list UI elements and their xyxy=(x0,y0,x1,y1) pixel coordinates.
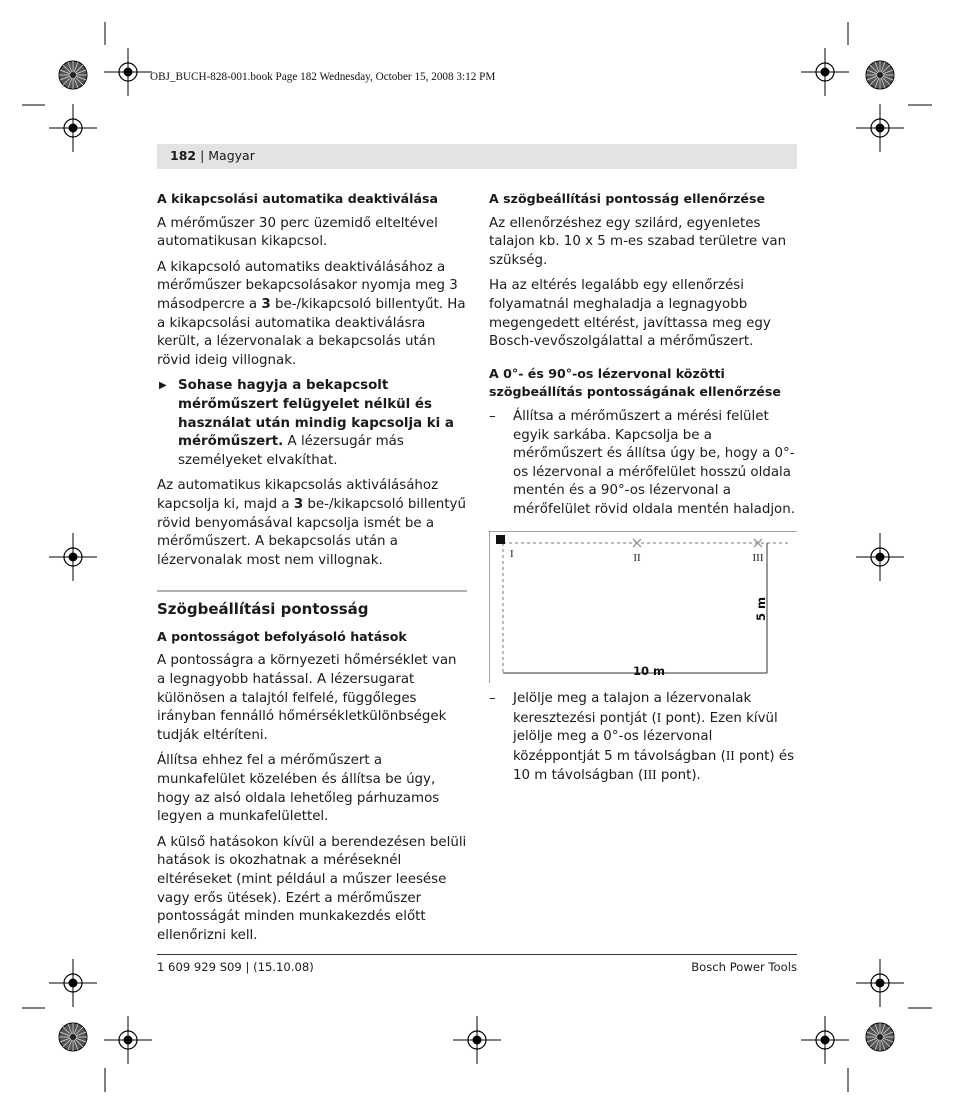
warning-normal-text: A lézersugár más személyeket elvakíthat. xyxy=(178,434,404,468)
rosette-mark xyxy=(866,61,894,89)
check-heading: A szögbeállítási pontosság ellenőrzése xyxy=(489,191,765,206)
step-2-text: Jelölje meg a talajon a lézervonalak keresztezési pontját (I pont). Ezen kívül jelölje meg a 0°-os lézervonal középpontját 5 m távolságban (II pont) és 10 m távolságban (III pont). xyxy=(513,691,795,784)
slug-line: OBJ_BUCH-828-001.book Page 182 Wednesday, October 15, 2008 3:12 PM xyxy=(150,71,496,83)
footer-doc-number: 1 609 929 S09 | (15.10.08) xyxy=(157,960,314,974)
crosshair-mark xyxy=(49,533,97,581)
crosshair-mark xyxy=(49,104,97,152)
header-language: Magyar xyxy=(208,148,255,163)
left-column xyxy=(157,190,467,952)
page-number: 182 xyxy=(170,148,197,163)
height-label: 5 m xyxy=(754,597,768,621)
point-label-i: I xyxy=(510,548,514,560)
point-label-iii: III xyxy=(752,552,764,564)
crosshair-mark xyxy=(104,1016,152,1064)
crosshair-mark xyxy=(856,959,904,1007)
dash-marker: – xyxy=(489,408,496,424)
crosshair-mark xyxy=(453,1016,501,1064)
section-divider xyxy=(157,590,467,592)
footer-brand: Bosch Power Tools xyxy=(691,960,797,974)
step-2 xyxy=(489,690,797,786)
auto-off-paragraph-1: A mérőműszer 30 perc üzemidő elteltével automatikusan kikapcsol. xyxy=(157,215,438,250)
crosshair-mark xyxy=(49,959,97,1007)
crosshair-mark xyxy=(856,533,904,581)
rosette-mark xyxy=(59,61,87,89)
measuring-tool-icon xyxy=(496,535,505,544)
activate-paragraph: Az automatikus kikapcsolás aktiválásához kapcsolja ki, majd a 3 be-/kikapcsoló billentyű rövid benyomásával kapcsolja ismét be a mérőműszert. A bekapcsolás után a lézervonalak most nem villognak. xyxy=(157,478,466,568)
crosshair-mark xyxy=(801,48,849,96)
dash-marker: – xyxy=(489,691,496,706)
bullet-triangle-icon: ▶ xyxy=(159,380,167,392)
point-label-ii: II xyxy=(633,552,641,564)
crosshair-mark xyxy=(801,1016,849,1064)
key-number: 3 xyxy=(293,496,304,512)
auto-off-heading: A kikapcsolási automatika deaktiválása xyxy=(157,191,438,206)
section-title: Szögbeállítási pontosság xyxy=(157,600,369,619)
crosshair-mark xyxy=(104,48,152,96)
auto-off-paragraph-2: A kikapcsoló automatiks deaktiválásához a mérőműszer bekapcsolásakor nyomja meg 3 másodpercre a 3 be-/kikapcsoló billentyűt. Ha a kikapcsolási automatika deaktiválásra került, a lézervonalak a bekapcsolás után rövid ideig villognak. xyxy=(157,259,466,368)
influences-paragraph-1: A pontosságra a környezeti hőmérséklet van a legnagyobb hatással. A lézersugarat különösen a talajtól felfelé, függőleges irányban fennálló hőmérsékletkülönbségek tudják eltéríteni. xyxy=(157,653,457,743)
right-column-top xyxy=(489,190,797,526)
check-paragraph-2: Ha az eltérés legalább egy ellenőrzési folyamatnál meghaladja a legnagyobb megengedett eltérést, javíttassa meg egy Bosch-vevőszolgálattal a mérőműszert. xyxy=(489,278,771,350)
rosette-mark xyxy=(866,1023,894,1051)
crosshair-mark xyxy=(856,104,904,152)
rosette-mark xyxy=(59,1023,87,1051)
warning-item xyxy=(157,377,467,470)
page-header xyxy=(170,148,255,163)
check-paragraph-1: Az ellenőrzéshez egy szilárd, egyenletes talajon kb. 10 x 5 m-es szabad területre van szükség. xyxy=(489,215,787,268)
key-number: 3 xyxy=(261,296,271,312)
influences-heading: A pontosságot befolyásoló hatások xyxy=(157,628,407,644)
width-label: 10 m xyxy=(633,664,665,678)
step-1 xyxy=(489,408,797,520)
step-1-text: Állítsa a mérőműszert a mérési felület egyik sarkába. Kapcsolja be a mérőműszert és állítsa úgy be, hogy a 0°-os lézervonal a mérőfelület hosszú oldala mentén és a 90°-os lézervonal a mérőfelület rövid oldala mentén haladjon. xyxy=(513,408,795,517)
check-0-90-heading: A 0°- és 90°-os lézervonal közötti szögbeállítás pontosságának ellenőrzése xyxy=(489,365,781,400)
mark-point-ii-icon xyxy=(633,539,641,547)
header-separator: | xyxy=(196,148,209,163)
warning-bold-text: Sohase hagyja a bekapcsolt mérőműszert felügyelet nélkül és használat után mindig kapcsolja ki a mérőműszert. xyxy=(178,378,454,450)
right-column-bottom xyxy=(489,690,797,792)
footer-rule xyxy=(157,954,797,955)
influences-paragraph-3: A külső hatásokon kívül a berendezésen belüli hatások is okozhatnak a méréseknél eltéréseket (mint például a műszer leesése vagy erős ütések). Ezért a mérőműszer pontosságát minden munkakezdés előtt ellenőrizni kell. xyxy=(157,834,467,943)
measurement-diagram xyxy=(489,531,797,683)
influences-paragraph-2: Állítsa ehhez fel a mérőműszert a munkafelület közelében és állítsa be úgy, hogy az alsó oldala lehetőleg párhuzamos legyen a munkafelülettel. xyxy=(157,753,440,825)
